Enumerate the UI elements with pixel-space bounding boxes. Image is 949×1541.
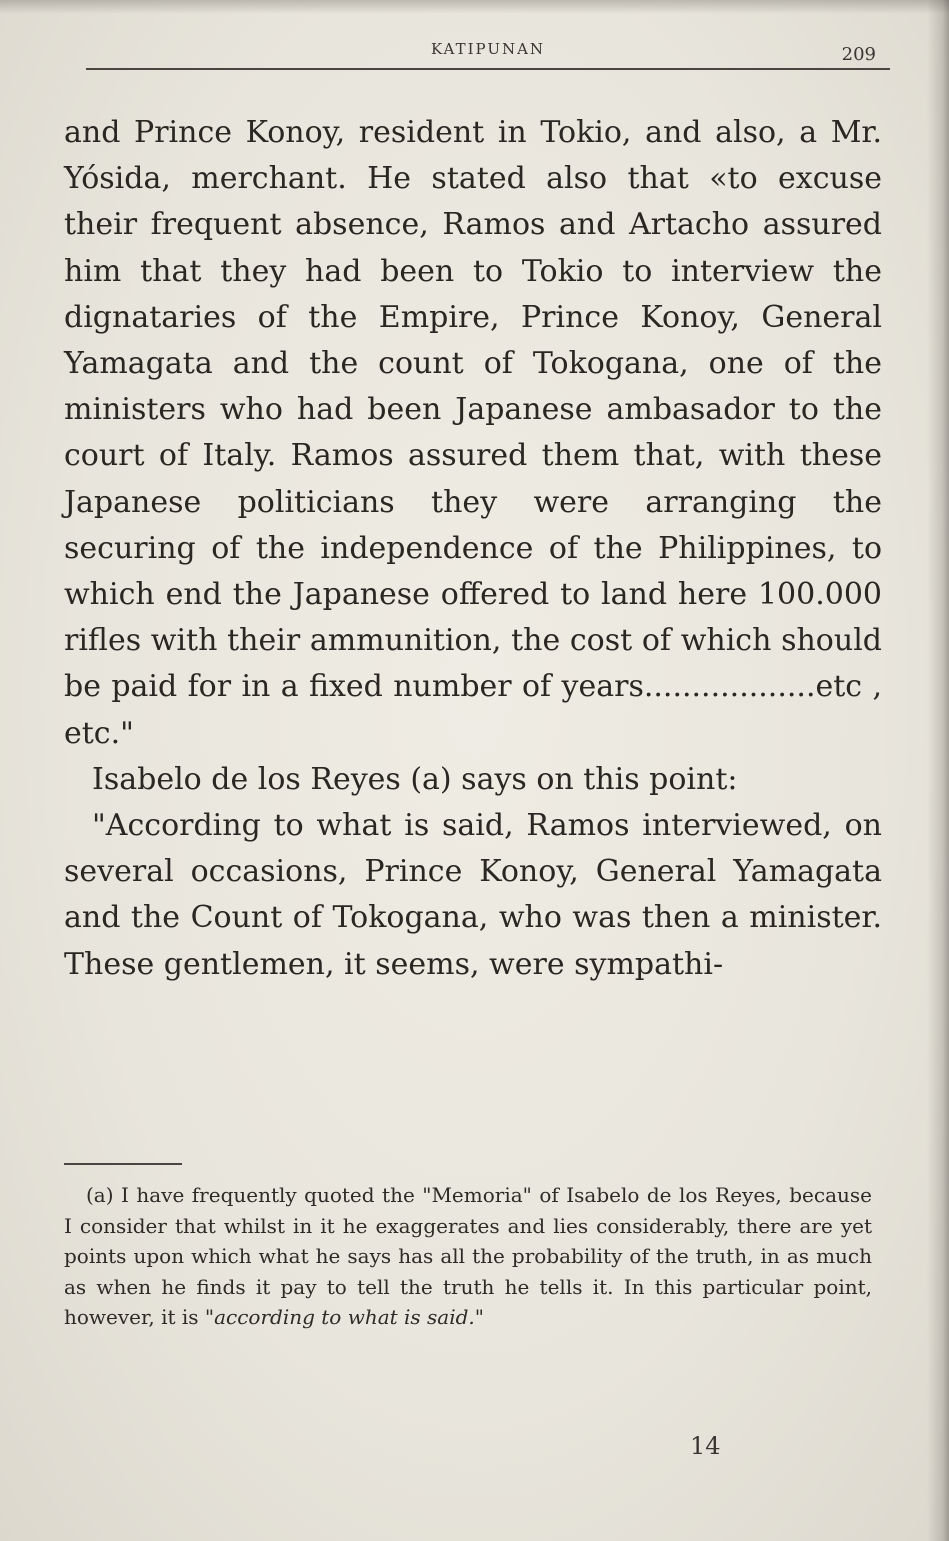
signature-mark: 14 [690,1432,721,1460]
paragraph-reyes-intro: Isabelo de los Reyes (a) says on this point: [92,761,738,797]
paragraph-quote: "According to what is said, Ramos interviewed, on several occasions, Prince Konoy, General Yamagata and the Count of Tokogana, who was then a minister. These gentlemen, it seems, were sympathi- [64,808,882,982]
running-title: KATIPUNAN [430,40,546,58]
footnote-italic-quote: "according to what is said." [204,1305,484,1330]
page-edge-shadow [927,0,949,1541]
body-text [64,110,882,988]
running-header [86,38,890,68]
header-rule [86,68,890,70]
footnote-text: (a) I have frequently quoted the "Memoria" of Isabelo de los Reyes, because I consider that whilst in it he exaggerates and lies considerably, there are yet points upon which what he says has all the probability of the truth, in as much as when he finds it pay to tell the truth he tells it. In this particular point, however, it is [64,1183,872,1330]
footnote-rule [64,1163,182,1165]
paragraph-continued: and Prince Konoy, resident in Tokio, and also, a Mr. Yósida, merchant. He stated also that «to excuse their frequent absence, Ramos and Artacho assured him that they had been to Tokio to interview the dignataries of the Empire, Prince Konoy, General Yamagata and the count of Tokogana, one of the ministers who had been Japanese ambasador to the court of Italy. Ramos assured them that, with these Japanese politicians they were arranging the securing of the independence of the Philippines, to which end the Japanese offered to land here 100.000 rifles with their ammunition, the cost of which should be paid for in a fixed number of years..................etc , etc." [64,115,882,751]
footnote [64,1180,872,1333]
page-number: 209 [841,44,876,65]
page-top-shadow [0,0,949,14]
